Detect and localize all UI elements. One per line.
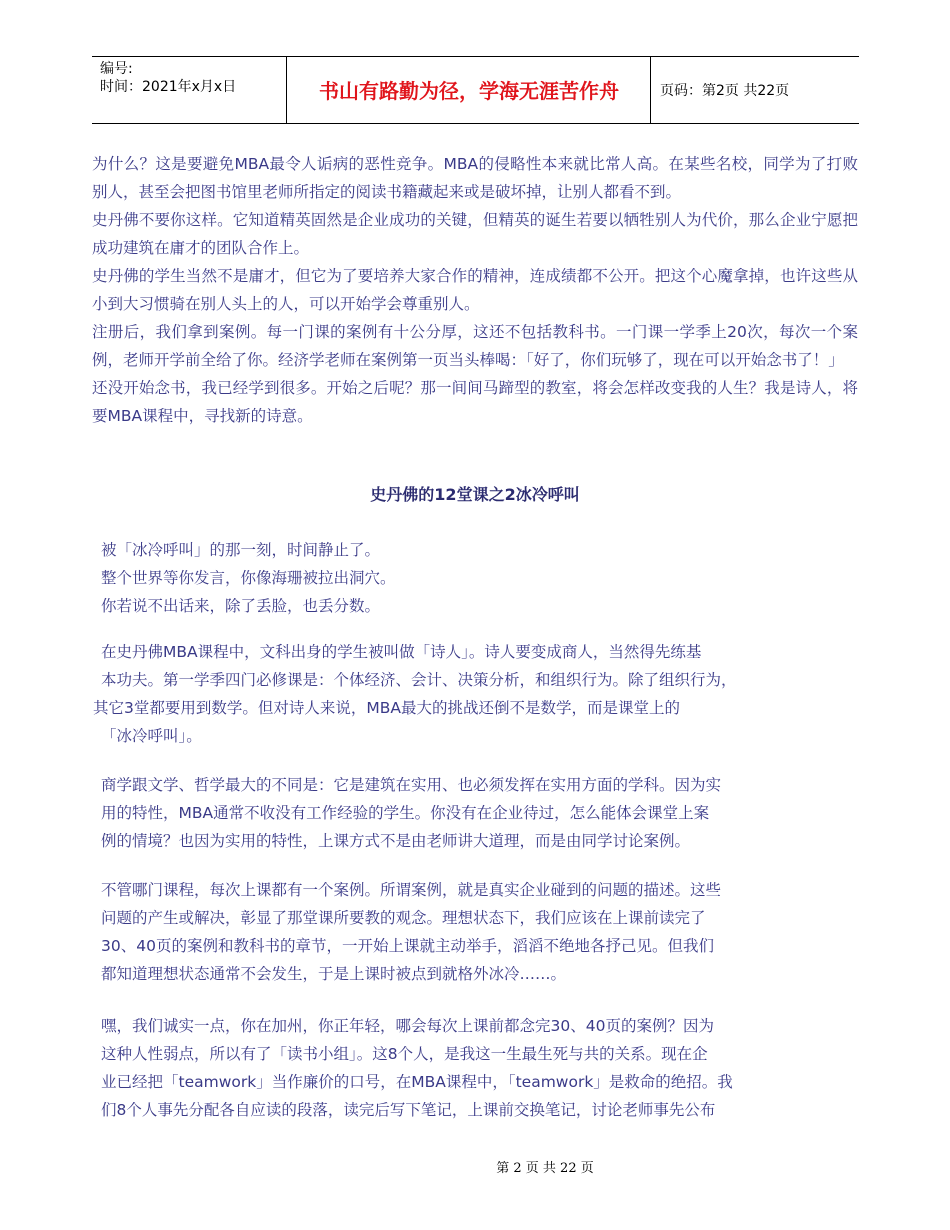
text-line: 本功夫。第一学季四门必修课是：个体经济、会计、决策分析，和组织行为。除了组织行为，	[101, 671, 737, 689]
paragraph-study-group	[101, 1012, 859, 1124]
text-line: 商学跟文学、哲学最大的不同是：它是建筑在实用、也必须发挥在实用方面的学科。因为实	[101, 776, 722, 794]
paragraph: 为什么？这是要避免MBA最令人诟病的恶性竞争。MBA的侵略性本来就比常人高。在某些名校，同学为了打败别人，甚至会把图书馆里老师所指定的阅读书籍藏起来或是破坏掉，让别人都看不到。	[92, 155, 858, 201]
paragraph: 注册后，我们拿到案例。每一门课的案例有十公分厚，这还不包括教科书。一门课一学季上20次，每次一个案例，老师开学前全给了你。经济学老师在案例第一页当头棒喝：「好了，你们玩够了，现在可以开始念书了！」	[92, 323, 858, 369]
header-number: 编号:	[100, 61, 133, 77]
page-footer: 第 2 页 共 22 页	[496, 1161, 594, 1176]
header-page-info: 页码：第2页 共22页	[660, 83, 790, 99]
paragraph-business	[101, 771, 859, 855]
header-motto: 书山有路勤为径，学海无涯苦作舟	[319, 79, 619, 103]
header-time: 时间：2021年x月x日	[100, 79, 237, 95]
text-line: 业已经把「teamwork」当作廉价的口号，在MBA课程中，「teamwork」是救命的绝招。我	[101, 1073, 733, 1091]
text-line: 用的特性，MBA通常不收没有工作经验的学生。你没有在企业待过，怎么能体会课堂上案	[101, 804, 710, 822]
poem-line: 你若说不出话来，除了丢脸，也丢分数。	[101, 597, 381, 615]
poem-line: 被「冰冷呼叫」的那一刻，时间静止了。	[101, 541, 381, 559]
paragraph: 还没开始念书，我已经学到很多。开始之后呢？那一间间马蹄型的教室，将会怎样改变我的人生？我是诗人，将要MBA课程中，寻找新的诗意。	[92, 379, 858, 425]
text-line: 不管哪门课程，每次上课都有一个案例。所谓案例，就是真实企业碰到的问题的描述。这些	[101, 881, 722, 899]
body-top-paragraphs	[92, 150, 858, 430]
header-bottom-rule	[92, 123, 859, 124]
text-line: 问题的产生或解决，彰显了那堂课所要教的观念。理想状态下，我们应该在上课前读完了	[101, 909, 706, 927]
paragraph: 史丹佛不要你这样。它知道精英固然是企业成功的关键，但精英的诞生若要以牺牲别人为代价，那么企业宁愿把成功建筑在庸才的团队合作上。	[92, 211, 858, 257]
text-line: 「冰冷呼叫」。	[101, 727, 202, 745]
text-line: 们8个人事先分配各自应读的段落，读完后写下笔记，上课前交换笔记，讨论老师事先公布	[101, 1101, 716, 1119]
paragraph-cases	[101, 876, 859, 988]
text-line: 都知道理想状态通常不会发生，于是上课时被点到就格外冰冷……。	[101, 965, 567, 983]
section-title: 史丹佛的12堂课之2冰冷呼叫	[370, 485, 580, 504]
paragraph: 史丹佛的学生当然不是庸才，但它为了要培养大家合作的精神，连成绩都不公开。把这个心魔拿掉，也许这些从小到大习惯骑在别人头上的人，可以开始学会尊重别人。	[92, 267, 858, 313]
text-line: 例的情境？也因为实用的特性，上课方式不是由老师讲大道理，而是由同学讨论案例。	[101, 832, 691, 850]
header-meta	[100, 60, 236, 96]
poem-line: 整个世界等你发言，你像海珊被拉出洞穴。	[101, 569, 396, 587]
poem-block	[101, 536, 396, 620]
text-line: 嘿，我们诚实一点，你在加州，你正年轻，哪会每次上课前都念完30、40页的案例？因为	[101, 1017, 714, 1035]
text-line: 这种人性弱点，所以有了「读书小组」。这8个人，是我这一生最生死与共的关系。现在企	[101, 1045, 708, 1063]
header-divider-left	[286, 56, 287, 123]
header-divider-right	[650, 56, 651, 123]
text-line: 在史丹佛MBA课程中，文科出身的学生被叫做「诗人」。诗人要变成商人，当然得先练基	[101, 643, 702, 661]
text-line: 30、40页的案例和教科书的章节，一开始上课就主动举手，滔滔不绝地各抒己见。但我们	[101, 937, 714, 955]
text-line: 其它3堂都要用到数学。但对诗人来说，MBA最大的挑战还倒不是数学，而是课堂上的	[93, 699, 680, 717]
paragraph-poets	[93, 638, 859, 750]
header-top-rule	[92, 56, 859, 57]
